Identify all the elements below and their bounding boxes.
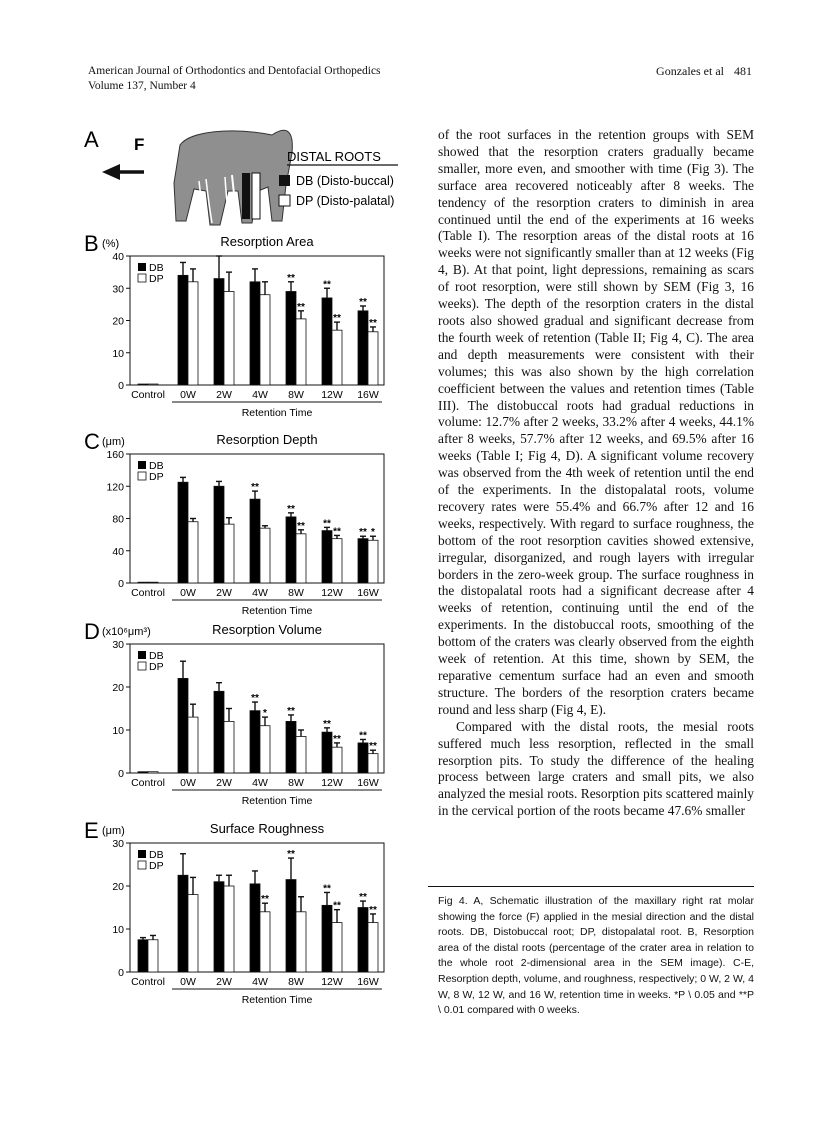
bar-dp xyxy=(148,384,158,385)
bar-db xyxy=(178,678,188,773)
x-tick-label: 2W xyxy=(216,777,232,789)
significance-marker: ** xyxy=(359,730,367,742)
x-tick-label: 12W xyxy=(321,976,343,988)
legend-db-label: DB xyxy=(149,849,164,861)
y-tick-label: 20 xyxy=(112,682,124,694)
body-text xyxy=(438,127,754,820)
legend-dp-label: DP xyxy=(149,860,164,872)
significance-marker: ** xyxy=(323,883,331,895)
significance-marker: ** xyxy=(359,296,367,308)
dp-root-marker xyxy=(252,173,260,219)
y-unit-label: (x10⁶μm³) xyxy=(102,626,151,638)
bar-dp xyxy=(188,282,198,385)
significance-marker: ** xyxy=(323,518,331,530)
charts-group xyxy=(84,231,384,1005)
x-axis-label: Retention Time xyxy=(241,795,313,807)
bar-dp xyxy=(260,295,270,385)
panel-a-letter: A xyxy=(84,127,99,152)
significance-marker: ** xyxy=(369,741,377,753)
significance-marker: ** xyxy=(297,301,305,313)
bar-db xyxy=(358,908,368,973)
x-tick-label: 12W xyxy=(321,587,343,599)
legend-dp-label: DP xyxy=(149,273,164,285)
legend-db-swatch xyxy=(279,175,290,186)
bar-db xyxy=(138,384,148,385)
significance-marker: ** xyxy=(333,900,341,912)
x-axis-label: Retention Time xyxy=(241,407,313,419)
significance-marker: ** xyxy=(323,279,331,291)
bar-dp xyxy=(296,736,306,773)
legend-dp-label: DP xyxy=(149,471,164,483)
legend-db-label: DB xyxy=(149,650,164,662)
journal-name: American Journal of Orthodontics and Dentofacial Orthopedics xyxy=(88,65,381,77)
y-tick-label: 10 xyxy=(112,924,124,936)
x-tick-label: 8W xyxy=(288,976,304,988)
x-tick-label: 0W xyxy=(180,587,196,599)
x-tick-label: 4W xyxy=(252,587,268,599)
bar-dp xyxy=(260,912,270,972)
distal-roots-title: DISTAL ROOTS xyxy=(287,149,381,164)
bar-db xyxy=(214,882,224,972)
body-paragraph-2: Compared with the distal roots, the mesial roots suffered much less resorption, reflected in the small resorption pits. To study the difference of the healing process between large craters and small pits, we also analyzed the mesial roots. Resorption pits scattered mainly in the cervical portion of the roots became 47.6% smaller xyxy=(438,718,754,819)
bar-db xyxy=(250,711,260,773)
x-tick-label: 2W xyxy=(216,389,232,401)
bar-db xyxy=(214,486,224,583)
x-tick-label: 2W xyxy=(216,587,232,599)
bar-db xyxy=(358,539,368,583)
x-tick-label: 0W xyxy=(180,777,196,789)
y-tick-label: 0 xyxy=(118,967,124,979)
bar-db xyxy=(286,880,296,972)
authors: Gonzales et al xyxy=(656,64,724,78)
running-header-right xyxy=(646,64,752,79)
bar-db xyxy=(178,482,188,583)
x-tick-label: 12W xyxy=(321,777,343,789)
significance-marker: ** xyxy=(359,527,367,539)
bar-dp xyxy=(332,747,342,773)
bar-dp xyxy=(332,330,342,385)
y-tick-label: 30 xyxy=(112,639,124,651)
significance-marker: * xyxy=(263,708,267,720)
significance-marker: ** xyxy=(251,693,259,705)
panel-letter: B xyxy=(84,231,99,256)
significance-marker: ** xyxy=(287,503,295,515)
legend-db-label: DB xyxy=(149,262,164,274)
x-tick-label: 12W xyxy=(321,389,343,401)
figure-4 xyxy=(82,125,422,1005)
bar-db xyxy=(214,691,224,773)
panel-letter: E xyxy=(84,818,99,843)
bar-db xyxy=(178,875,188,972)
bar-db xyxy=(138,940,148,972)
bar-dp xyxy=(148,582,158,583)
bar-dp xyxy=(368,754,378,773)
bar-db xyxy=(250,282,260,385)
y-tick-label: 40 xyxy=(112,545,124,558)
bar-dp xyxy=(368,332,378,385)
x-tick-label: 0W xyxy=(180,976,196,988)
x-tick-label: 8W xyxy=(288,777,304,789)
legend-dp-swatch xyxy=(279,195,290,206)
x-tick-label: 16W xyxy=(357,389,379,401)
legend-db-swatch xyxy=(138,263,146,271)
bar-dp xyxy=(368,540,378,583)
bar-db xyxy=(138,582,148,583)
chart-title: Resorption Area xyxy=(220,234,314,249)
chart-e xyxy=(84,818,384,1005)
bar-dp xyxy=(224,291,234,385)
bar-dp xyxy=(260,726,270,773)
y-tick-label: 160 xyxy=(106,449,124,461)
bar-db xyxy=(286,721,296,773)
chart-d xyxy=(84,619,384,807)
y-tick-label: 20 xyxy=(112,881,124,893)
bar-db xyxy=(286,517,296,583)
x-tick-label: Control xyxy=(131,777,165,789)
bar-dp xyxy=(224,886,234,972)
x-tick-label: 4W xyxy=(252,976,268,988)
x-tick-label: 16W xyxy=(357,976,379,988)
panel-letter: D xyxy=(84,619,100,644)
y-tick-label: 0 xyxy=(118,578,124,590)
significance-marker: ** xyxy=(323,718,331,730)
bar-dp xyxy=(368,923,378,972)
bar-dp xyxy=(188,895,198,972)
caption-rule xyxy=(428,886,754,887)
force-arrow-icon xyxy=(102,164,144,180)
x-tick-label: Control xyxy=(131,976,165,988)
db-root-marker xyxy=(242,173,250,219)
legend-db-swatch xyxy=(138,651,146,659)
x-tick-label: 8W xyxy=(288,587,304,599)
body-paragraph-1: of the root surfaces in the retention groups with SEM showed that the resorption craters gradually became smaller, more even, and smoother with time (Fig 3). The surface area recovered noticeably after 8 weeks. The tendency of the resorption craters to diminish in area continued until the end of the experiments at 16 weeks (Table I). The resorption areas of the distal roots at 16 weeks were not significantly smaller than at 12 weeks (Fig 4, B). At that point, light depressions, remaining as scars of root resorption, were still shown by SEM (Fig 3, 16 weeks). The depth of the resorption craters in the distal roots also showed gradual and significant decrease from the fourth week of retention (Table II; Fig 4, C). The area and depth measurements were consistent with their volumes; this was also shown by the high correlation coefficient between the values and retention times (Table III). The distobuccal roots had gradual reductions in volume: 12.7% after 2 weeks, 33.2% after 4 weeks, 44.1% after 8 weeks, 57.7% after 12 weeks, and 69.5% after 16 weeks (Table I; Fig 4, D). A significant volume recovery was observed from the 4th week of retention until the end of the experiments. In the distopalatal roots, volume recovery rates were 55.4% and 66.7% after 12 and 16 weeks, respectively. With regard to surface roughness, the bottom of the root resorption cavities showed extensive, irregular, disorganized, and rough layers with irregular borders in the zero-week group. The surface roughness in the distopalatal roots had a significant decrease after 4 weeks of retention, continuing until the end of the experiments. In the distobuccal roots, smoothing of the bottom of the craters was clearly observed from the eighth week of retention. At this time, shown by SEM, the reparative cementum surface had an even and smooth structure. The borders of the resorption craters became round and less sharp (Fig 4, E). xyxy=(438,127,754,717)
bar-dp xyxy=(296,534,306,583)
y-tick-label: 10 xyxy=(112,725,124,737)
bar-db xyxy=(286,291,296,385)
y-tick-label: 120 xyxy=(106,481,124,494)
significance-marker: ** xyxy=(261,894,269,906)
y-tick-label: 80 xyxy=(112,513,124,526)
page-number: 481 xyxy=(734,64,752,78)
y-tick-label: 30 xyxy=(112,838,124,850)
significance-marker: ** xyxy=(297,520,305,532)
bar-db xyxy=(322,905,332,972)
bar-dp xyxy=(148,772,158,773)
legend-dp-label: DP (Disto-palatal) xyxy=(296,194,395,208)
x-tick-label: 16W xyxy=(357,777,379,789)
x-tick-label: Control xyxy=(131,389,165,401)
bar-db xyxy=(358,311,368,385)
x-tick-label: Control xyxy=(131,587,165,599)
panel-letter: C xyxy=(84,429,100,454)
chart-b xyxy=(84,231,384,419)
running-header-left xyxy=(88,64,381,94)
y-tick-label: 0 xyxy=(118,768,124,780)
significance-marker: ** xyxy=(359,892,367,904)
legend-dp-swatch xyxy=(138,662,146,670)
bar-dp xyxy=(332,539,342,583)
force-label: F xyxy=(134,135,145,154)
significance-marker: ** xyxy=(369,317,377,329)
tooth-illustration xyxy=(174,130,292,225)
figure-4-svg xyxy=(82,125,422,1005)
bar-db xyxy=(138,772,148,773)
legend-dp-label: DP xyxy=(149,661,164,673)
significance-marker: ** xyxy=(251,482,259,494)
legend-db-swatch xyxy=(138,850,146,858)
y-tick-label: 20 xyxy=(112,315,124,328)
significance-marker: ** xyxy=(333,313,341,325)
bar-dp xyxy=(224,721,234,773)
chart-title: Resorption Depth xyxy=(216,432,318,447)
chart-title: Resorption Volume xyxy=(212,622,322,637)
bar-db xyxy=(322,531,332,583)
chart-c xyxy=(84,429,384,617)
x-tick-label: 0W xyxy=(180,389,196,401)
bar-dp xyxy=(188,522,198,583)
significance-marker: ** xyxy=(333,733,341,745)
x-axis-label: Retention Time xyxy=(241,605,313,617)
legend-dp-swatch xyxy=(138,861,146,869)
significance-marker: ** xyxy=(333,526,341,538)
chart-title: Surface Roughness xyxy=(209,821,325,836)
significance-marker: * xyxy=(371,527,375,539)
x-tick-label: 4W xyxy=(252,777,268,789)
significance-marker: ** xyxy=(287,272,295,284)
legend-db-swatch xyxy=(138,461,146,469)
bar-db xyxy=(178,275,188,385)
significance-marker: ** xyxy=(287,705,295,717)
x-tick-label: 16W xyxy=(357,587,379,599)
y-unit-label: (%) xyxy=(102,238,120,250)
legend-dp-swatch xyxy=(138,274,146,282)
y-tick-label: 10 xyxy=(112,347,124,360)
legend-dp-swatch xyxy=(138,472,146,480)
bar-db xyxy=(358,743,368,773)
x-axis-label: Retention Time xyxy=(241,994,313,1005)
bar-dp xyxy=(188,717,198,773)
journal-volume: Volume 137, Number 4 xyxy=(88,80,196,92)
legend-db-label: DB xyxy=(149,460,164,472)
x-tick-label: 2W xyxy=(216,976,232,988)
bar-dp xyxy=(224,524,234,583)
bar-db xyxy=(322,732,332,773)
bar-db xyxy=(250,884,260,972)
panel-a xyxy=(84,127,398,225)
bar-dp xyxy=(148,940,158,972)
y-tick-label: 40 xyxy=(112,251,124,263)
y-tick-label: 0 xyxy=(118,380,124,392)
bar-dp xyxy=(296,912,306,972)
bar-db xyxy=(214,279,224,385)
bar-dp xyxy=(260,528,270,583)
y-unit-label: (μm) xyxy=(102,436,125,448)
significance-marker: ** xyxy=(369,904,377,916)
bar-dp xyxy=(332,923,342,972)
x-tick-label: 8W xyxy=(288,389,304,401)
figure-caption: Fig 4. A, Schematic illustration of the maxillary right rat molar showing the force (F) applied in the mesial direction and the distal roots. DB, Distobuccal root; DP, distopalatal root. B, Resorption area of the distal roots (percentage of the crater area in relation to the whole root 2-dimensional area in the SEM image). C-E, Resorption depth, volume, and roughness, respectively; 0 W, 2 W, 4 W, 8 W, 12 W, and 16 W, retention time in weeks. *P \ 0.05 and **P \ 0.01 compared with 0 weeks. xyxy=(438,895,754,1017)
y-tick-label: 30 xyxy=(112,283,124,296)
y-unit-label: (μm) xyxy=(102,825,125,837)
significance-marker: ** xyxy=(287,849,295,861)
legend-db-label: DB (Disto-buccal) xyxy=(296,174,394,188)
x-tick-label: 4W xyxy=(252,389,268,401)
bar-db xyxy=(250,499,260,583)
bar-db xyxy=(322,298,332,385)
bar-dp xyxy=(296,319,306,385)
